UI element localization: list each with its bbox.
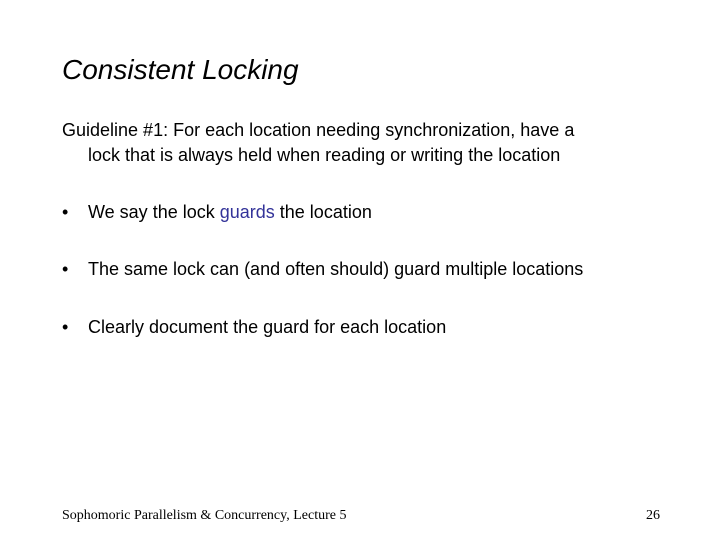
- bullet-item-document-guard: [62, 315, 446, 339]
- bullet-text-after: the location: [274, 202, 372, 222]
- bullet-text: The same lock can (and often should) guard multiple locations: [88, 259, 584, 279]
- bullet-marker: •: [62, 317, 69, 337]
- bullet-marker: •: [62, 202, 69, 222]
- bullet-text: Clearly document the guard for each location: [88, 317, 447, 337]
- bullet-marker: •: [62, 259, 69, 279]
- highlighted-term: guards: [219, 202, 275, 222]
- guideline-line-2: lock that is always held when reading or writing the location: [88, 145, 561, 165]
- bullet-item-same-lock: [62, 257, 583, 281]
- slide-title: Consistent Locking: [62, 54, 299, 85]
- bullet-item-guards: [62, 200, 372, 224]
- guideline-line-1: Guideline #1: For each location needing synchronization, have a: [62, 120, 575, 140]
- bullet-text-before: We say the lock: [88, 202, 220, 222]
- guideline-paragraph: [62, 118, 682, 168]
- footer-lecture-title: Sophomoric Parallelism & Concurrency, Lecture 5: [62, 508, 347, 523]
- page-number: 26: [646, 508, 660, 523]
